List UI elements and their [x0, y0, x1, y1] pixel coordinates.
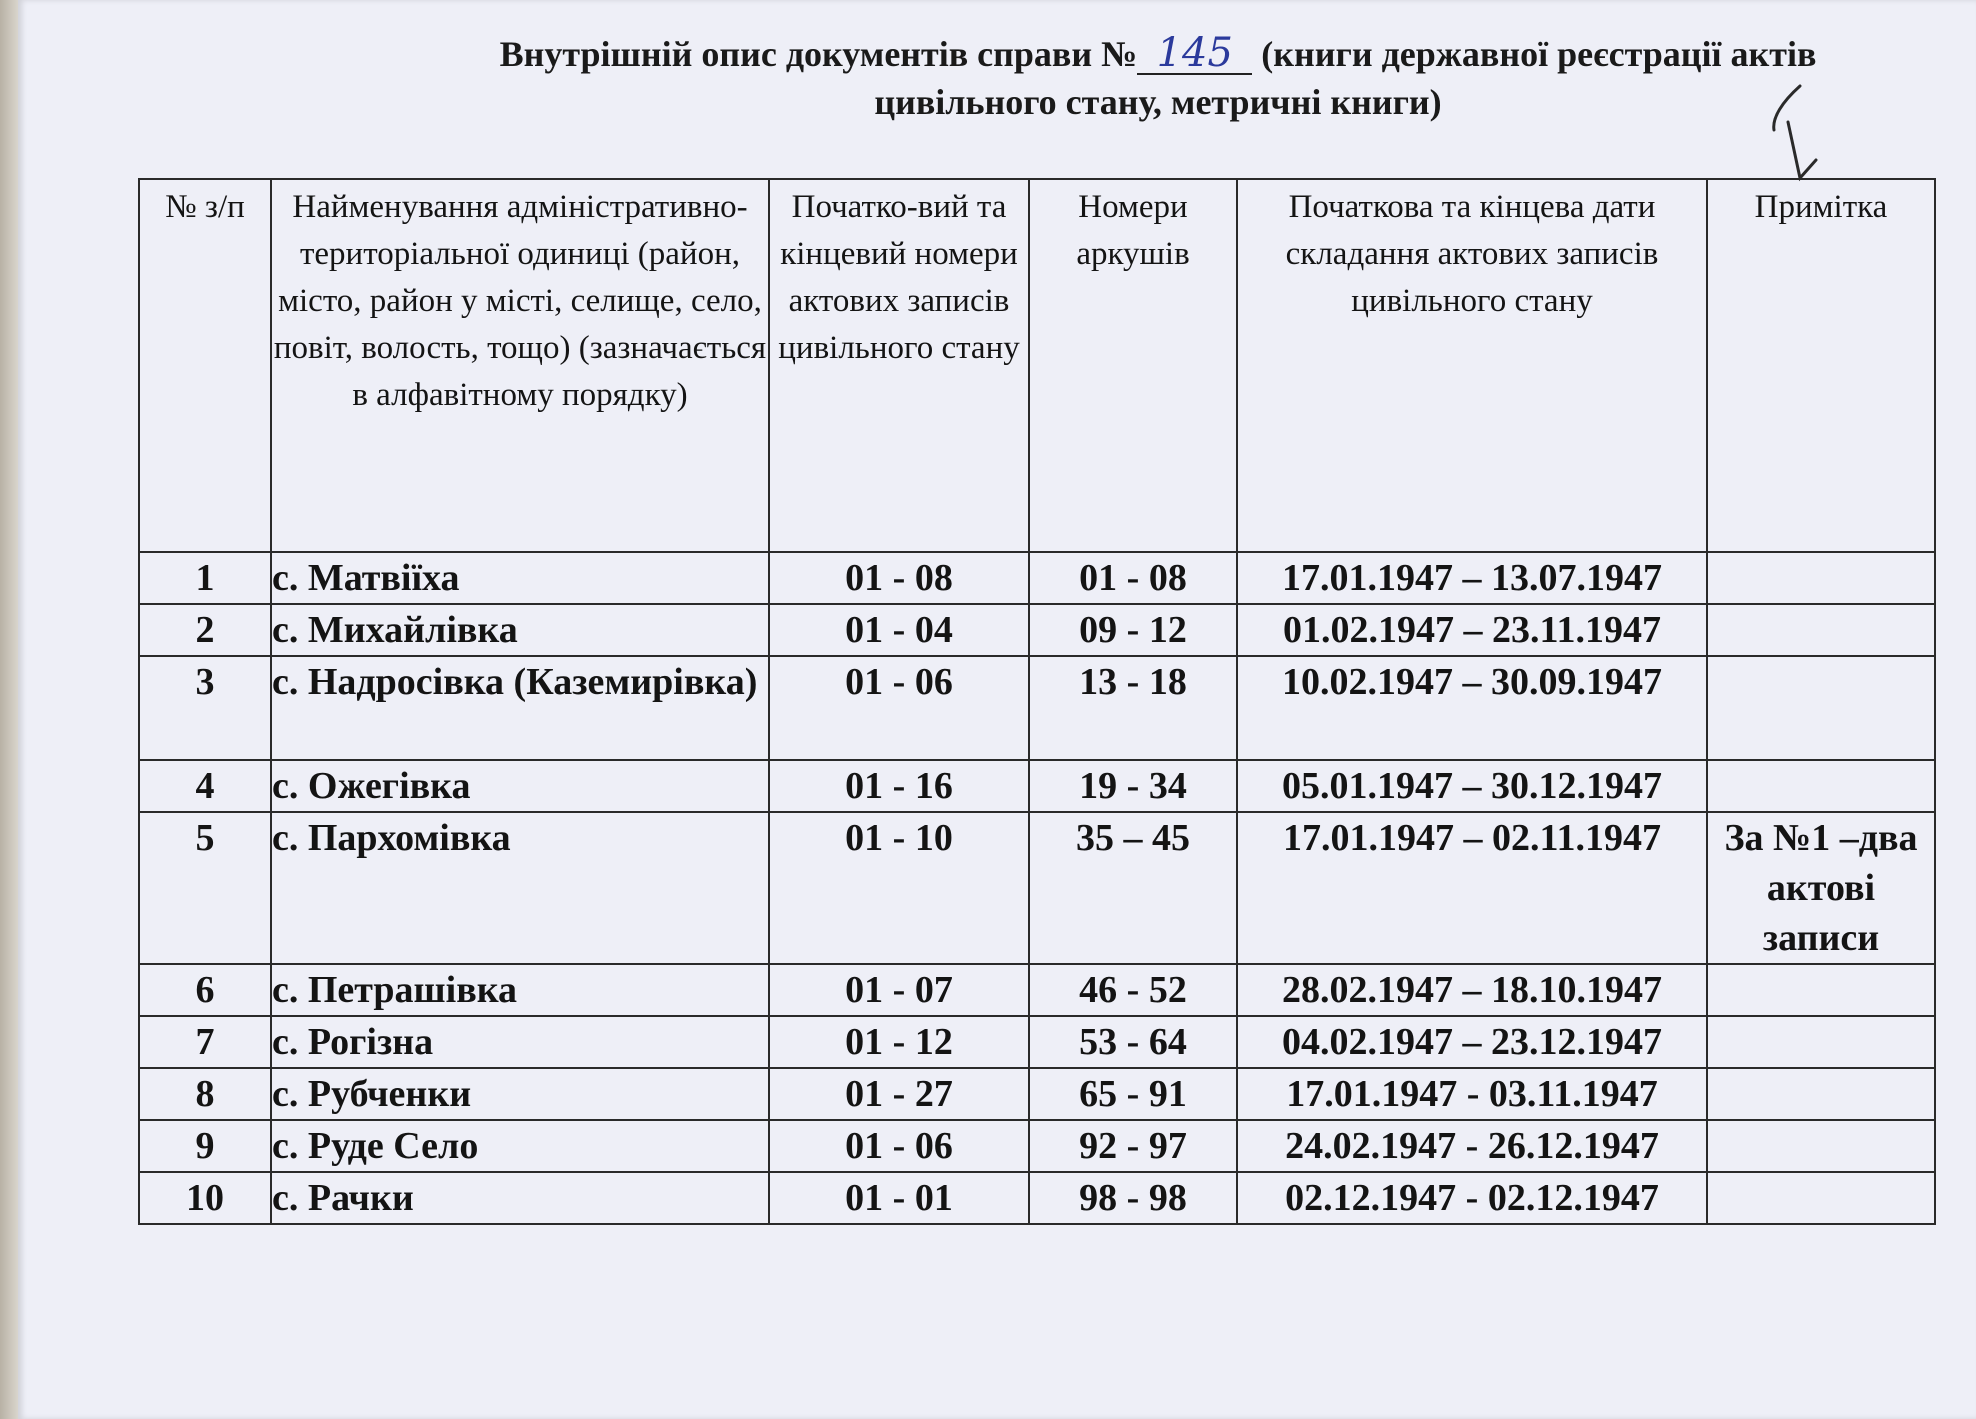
row-record-range: 01 - 08	[769, 552, 1029, 604]
row-num: 6	[139, 964, 271, 1016]
row-record-range: 01 - 27	[769, 1068, 1029, 1120]
title-line-2: цивільного стану, метричні книги)	[874, 82, 1442, 122]
title-part-2: (книги державної реєстрації актів	[1261, 34, 1817, 74]
row-name: с. Матвіїха	[271, 552, 769, 604]
header-note: Примітка	[1707, 179, 1935, 552]
row-num: 3	[139, 656, 271, 760]
table-row	[139, 1120, 1935, 1172]
table-row	[139, 760, 1935, 812]
table-header-row	[139, 179, 1935, 552]
table-row	[139, 1016, 1935, 1068]
header-name: Найменування адміністративно-територіальної одиниці (район, місто, район у місті, селище, село, повіт, волость, тощо) (зазначається в алфавітному порядку)	[271, 179, 769, 552]
row-note	[1707, 656, 1935, 760]
row-num: 7	[139, 1016, 271, 1068]
row-note	[1707, 1016, 1935, 1068]
row-name: с. Петрашівка	[271, 964, 769, 1016]
register-table	[138, 178, 1936, 1225]
row-record-range: 01 - 10	[769, 812, 1029, 964]
row-sheets: 01 - 08	[1029, 552, 1237, 604]
row-name: с. Рогізна	[271, 1016, 769, 1068]
handwritten-sheet-mark	[1760, 82, 1820, 192]
row-note: За №1 –два актові записи	[1707, 812, 1935, 964]
row-note	[1707, 552, 1935, 604]
table-row	[139, 964, 1935, 1016]
row-record-range: 01 - 06	[769, 1120, 1029, 1172]
row-sheets: 35 – 45	[1029, 812, 1237, 964]
row-name: с. Пархомівка	[271, 812, 769, 964]
header-dates: Початкова та кінцева дати складання актових записів цивільного стану	[1237, 179, 1707, 552]
row-sheets: 65 - 91	[1029, 1068, 1237, 1120]
case-number-handwritten: 145	[1137, 33, 1252, 75]
row-name: с. Михайлівка	[271, 604, 769, 656]
row-num: 10	[139, 1172, 271, 1224]
row-sheets: 53 - 64	[1029, 1016, 1237, 1068]
table-row	[139, 604, 1935, 656]
row-dates: 24.02.1947 - 26.12.1947	[1237, 1120, 1707, 1172]
row-note	[1707, 1120, 1935, 1172]
row-num: 9	[139, 1120, 271, 1172]
row-note	[1707, 1068, 1935, 1120]
table-row	[139, 1068, 1935, 1120]
table-row	[139, 656, 1935, 760]
row-record-range: 01 - 04	[769, 604, 1029, 656]
row-num: 2	[139, 604, 271, 656]
row-record-range: 01 - 12	[769, 1016, 1029, 1068]
row-dates: 05.01.1947 – 30.12.1947	[1237, 760, 1707, 812]
row-sheets: 19 - 34	[1029, 760, 1237, 812]
table-row	[139, 812, 1935, 964]
row-record-range: 01 - 01	[769, 1172, 1029, 1224]
title-part-1: Внутрішній опис документів справи №	[499, 34, 1138, 74]
row-note	[1707, 964, 1935, 1016]
row-dates: 17.01.1947 – 13.07.1947	[1237, 552, 1707, 604]
row-dates: 17.01.1947 – 02.11.1947	[1237, 812, 1707, 964]
row-name: с. Надросівка (Каземирівка)	[271, 656, 769, 760]
row-name: с. Рачки	[271, 1172, 769, 1224]
document-title	[358, 30, 1958, 126]
row-num: 4	[139, 760, 271, 812]
row-record-range: 01 - 06	[769, 656, 1029, 760]
header-num: № з/п	[139, 179, 271, 552]
row-dates: 28.02.1947 – 18.10.1947	[1237, 964, 1707, 1016]
row-name: с. Руде Село	[271, 1120, 769, 1172]
row-num: 1	[139, 552, 271, 604]
row-note	[1707, 1172, 1935, 1224]
table-row	[139, 1172, 1935, 1224]
header-record-range: Початко-вий та кінцевий номери актових записів цивільного стану	[769, 179, 1029, 552]
row-dates: 10.02.1947 – 30.09.1947	[1237, 656, 1707, 760]
row-note	[1707, 604, 1935, 656]
row-sheets: 92 - 97	[1029, 1120, 1237, 1172]
row-dates: 17.01.1947 - 03.11.1947	[1237, 1068, 1707, 1120]
row-note	[1707, 760, 1935, 812]
row-dates: 01.02.1947 – 23.11.1947	[1237, 604, 1707, 656]
row-num: 5	[139, 812, 271, 964]
row-record-range: 01 - 07	[769, 964, 1029, 1016]
row-dates: 02.12.1947 - 02.12.1947	[1237, 1172, 1707, 1224]
header-sheets: Номери аркушів	[1029, 179, 1237, 552]
row-sheets: 09 - 12	[1029, 604, 1237, 656]
row-sheets: 98 - 98	[1029, 1172, 1237, 1224]
row-name: с. Рубченки	[271, 1068, 769, 1120]
row-name: с. Ожегівка	[271, 760, 769, 812]
row-record-range: 01 - 16	[769, 760, 1029, 812]
row-num: 8	[139, 1068, 271, 1120]
row-dates: 04.02.1947 – 23.12.1947	[1237, 1016, 1707, 1068]
row-sheets: 46 - 52	[1029, 964, 1237, 1016]
row-sheets: 13 - 18	[1029, 656, 1237, 760]
binding-edge	[0, 0, 18, 1419]
table-row	[139, 552, 1935, 604]
